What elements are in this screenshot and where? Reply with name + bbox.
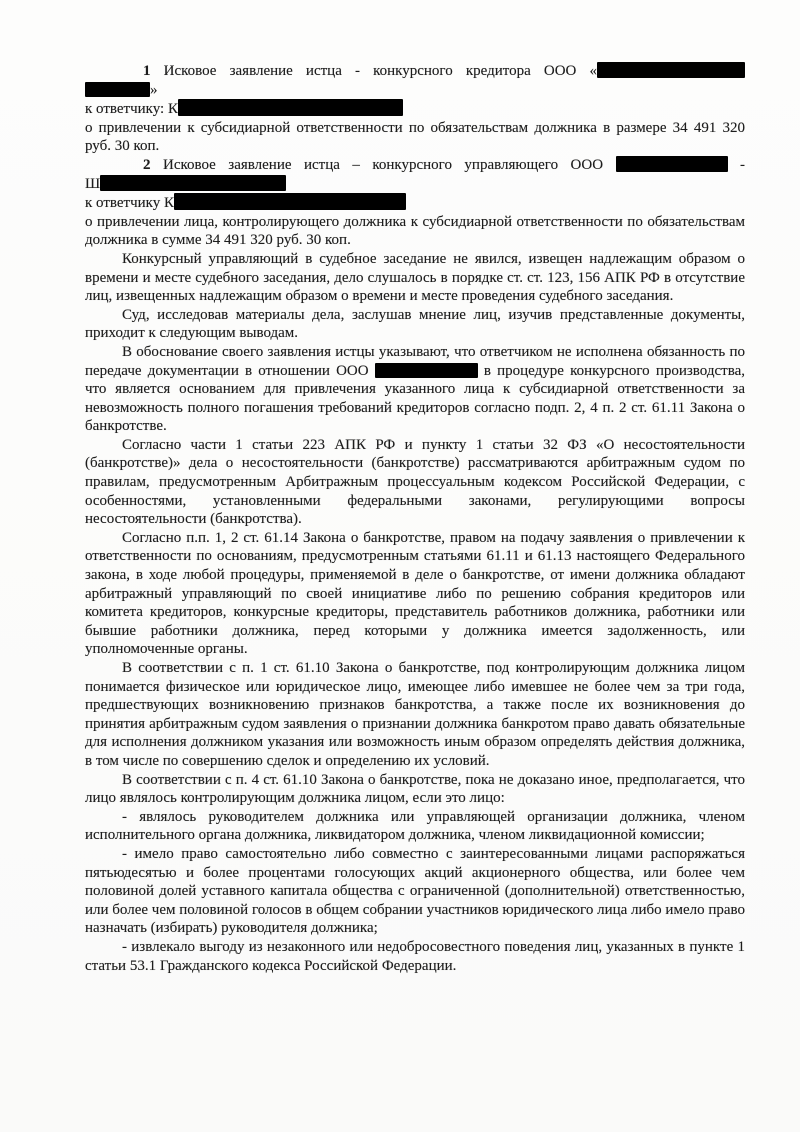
claim-item-2-defendant-line bbox=[85, 193, 745, 213]
claim-item-1-number: 1 bbox=[143, 63, 151, 79]
claim-item-2-name-prefix: Ш bbox=[85, 175, 101, 192]
bullet-controlled-shares: - имело право самостоятельно либо совместно с заинтересованными лицами распоряжаться пятьюдесятью и более процентами голосующих акций акционерного общества, или более чем половиной долей уставного капитала общества с ограниченной (дополнительной) ответственностью, или более чем половиной голосов в общем собрании участников юридического лица либо имело право назначать (избирать) руководителя должника; bbox=[85, 845, 745, 937]
redaction-bar-defendant-2 bbox=[174, 193, 406, 210]
claim-item-1-name-line bbox=[85, 81, 745, 100]
claim-grounds-after: в процедуре конкурсного производства, что является основанием для привлечения указанного лица к субсидиарной ответственности за невозможность полного погашения требований кредиторов согласно подп. 2, 4 п. 2 ст. 61.11 Закона о банкротстве. bbox=[85, 362, 745, 435]
claim-item-1-closing-quote: » bbox=[150, 81, 158, 98]
paragraph-article-61-10-p1: В соответствии с п. 1 ст. 61.10 Закона о банкротстве, под контролирующим должника лицом понимается физическое или юридическое лицо, имеющее либо имевшее не более чем за три года, предшествующих возникновению признаков банкротства, а также после их возникновения до принятия арбитражным судом заявления о признании должника банкротом право давать обязательные для исполнения должником указания или возможность иным образом определять действия должника, в том числе по совершению сделок и определению их условий. bbox=[85, 660, 745, 769]
claim-grounds-before: В обоснование своего заявления истцы указывают, что ответчиком не исполнена обязанность по передаче документации в отношении ООО bbox=[85, 343, 745, 379]
paragraph-apk-223: Согласно части 1 статьи 223 АПК РФ и пункту 1 статьи 32 ФЗ «О несостоятельности (банкротстве)» дела о несостоятельности (банкротстве) рассматриваются арбитражным судом по правилам, предусмотренным Арбитражным процессуальным кодексом Российской Федерации, с особенностями, установленными федеральными законами, регулирующими вопросы несостоятельности (банкротства). bbox=[85, 436, 745, 528]
claim-item-2-name-line bbox=[85, 175, 745, 194]
paragraph-article-61-14: Согласно п.п. 1, 2 ст. 61.14 Закона о банкротстве, правом на подачу заявления о привлечении к ответственности по основаниям, предусмотренным статьями 61.11 и 61.13 настоящего Федерального закона, в ходе любой процедуры, применяемой в деле о банкротстве, от имени должника обладают арбитражный управляющий по своей инициативе либо по решению собрания кредиторов или комитета кредиторов, конкурсные кредиторы, представитель работников должника, работники или бывшие работники должника, перед которыми у должника имеется задолженность, или уполномоченные органы. bbox=[85, 529, 745, 658]
claim-item-1 bbox=[85, 62, 745, 156]
paragraph-hearing-absence: Конкурсный управляющий в судебное заседание не явился, извещен надлежащим образом о времени и месте судебного заседания, дело слушалось в порядке ст. ст. 123, 156 АПК РФ в отсутствие лиц, извещенных надлежащим образом о времени и месте проведения судебного заседания. bbox=[85, 250, 745, 305]
redaction-bar-manager-name bbox=[100, 175, 286, 191]
redaction-bar-defendant-1 bbox=[178, 99, 403, 116]
redaction-bar-creditor-name-continued bbox=[85, 82, 150, 97]
paragraph-court-conclusion: Суд, исследовав материалы дела, заслушав мнение лиц, изучив представленные документы, приходит к следующим выводам. bbox=[85, 306, 745, 342]
claim-item-1-defendant-text: к ответчику: К bbox=[85, 101, 178, 118]
claim-item-2-title-line bbox=[85, 156, 745, 175]
claim-item-2-subject: о привлечении лица, контролирующего должника к субсидиарной ответственности по обязательствам должника в сумме 34 491 320 руб. 30 коп. bbox=[85, 213, 745, 249]
claim-item-1-title-text: Исковое заявление истца - конкурсного кредитора ООО « bbox=[163, 63, 597, 79]
claim-item-2-title-suffix: - bbox=[740, 156, 746, 173]
bullet-was-director: - являлось руководителем должника или управляющей организации должника, членом исполнительного органа должника, ликвидатором должника, членом ликвидационной комиссии; bbox=[85, 808, 745, 844]
claim-item-1-title-line bbox=[85, 62, 745, 81]
redaction-bar-debtor-company bbox=[375, 363, 478, 378]
document-body bbox=[85, 62, 745, 975]
claim-item-1-defendant-line bbox=[85, 99, 745, 119]
paragraph-claim-grounds bbox=[85, 343, 745, 436]
claim-item-2-defendant-text: к ответчику К bbox=[85, 195, 175, 212]
claim-item-1-subject: о привлечении к субсидиарной ответственности по обязательствам должника в размере 34 491 320 руб. 30 коп. bbox=[85, 119, 745, 155]
paragraph-article-61-10-p4: В соответствии с п. 4 ст. 61.10 Закона о банкротстве, пока не доказано иное, предполагается, что лицо являлось контролирующим должника лицом, если это лицо: bbox=[85, 771, 745, 807]
claim-item-2 bbox=[85, 156, 745, 250]
bullet-extracted-benefit: - извлекало выгоду из незаконного или недобросовестного поведения лиц, указанных в пункте 1 статьи 53.1 Гражданского кодекса Российской Федерации. bbox=[85, 938, 745, 974]
claim-item-2-number: 2 bbox=[143, 156, 151, 173]
claim-item-2-title-text: Исковое заявление истца – конкурсного управляющего ООО bbox=[162, 156, 604, 173]
redaction-bar-creditor-name bbox=[597, 62, 745, 78]
redaction-bar-manager-company bbox=[616, 156, 728, 172]
